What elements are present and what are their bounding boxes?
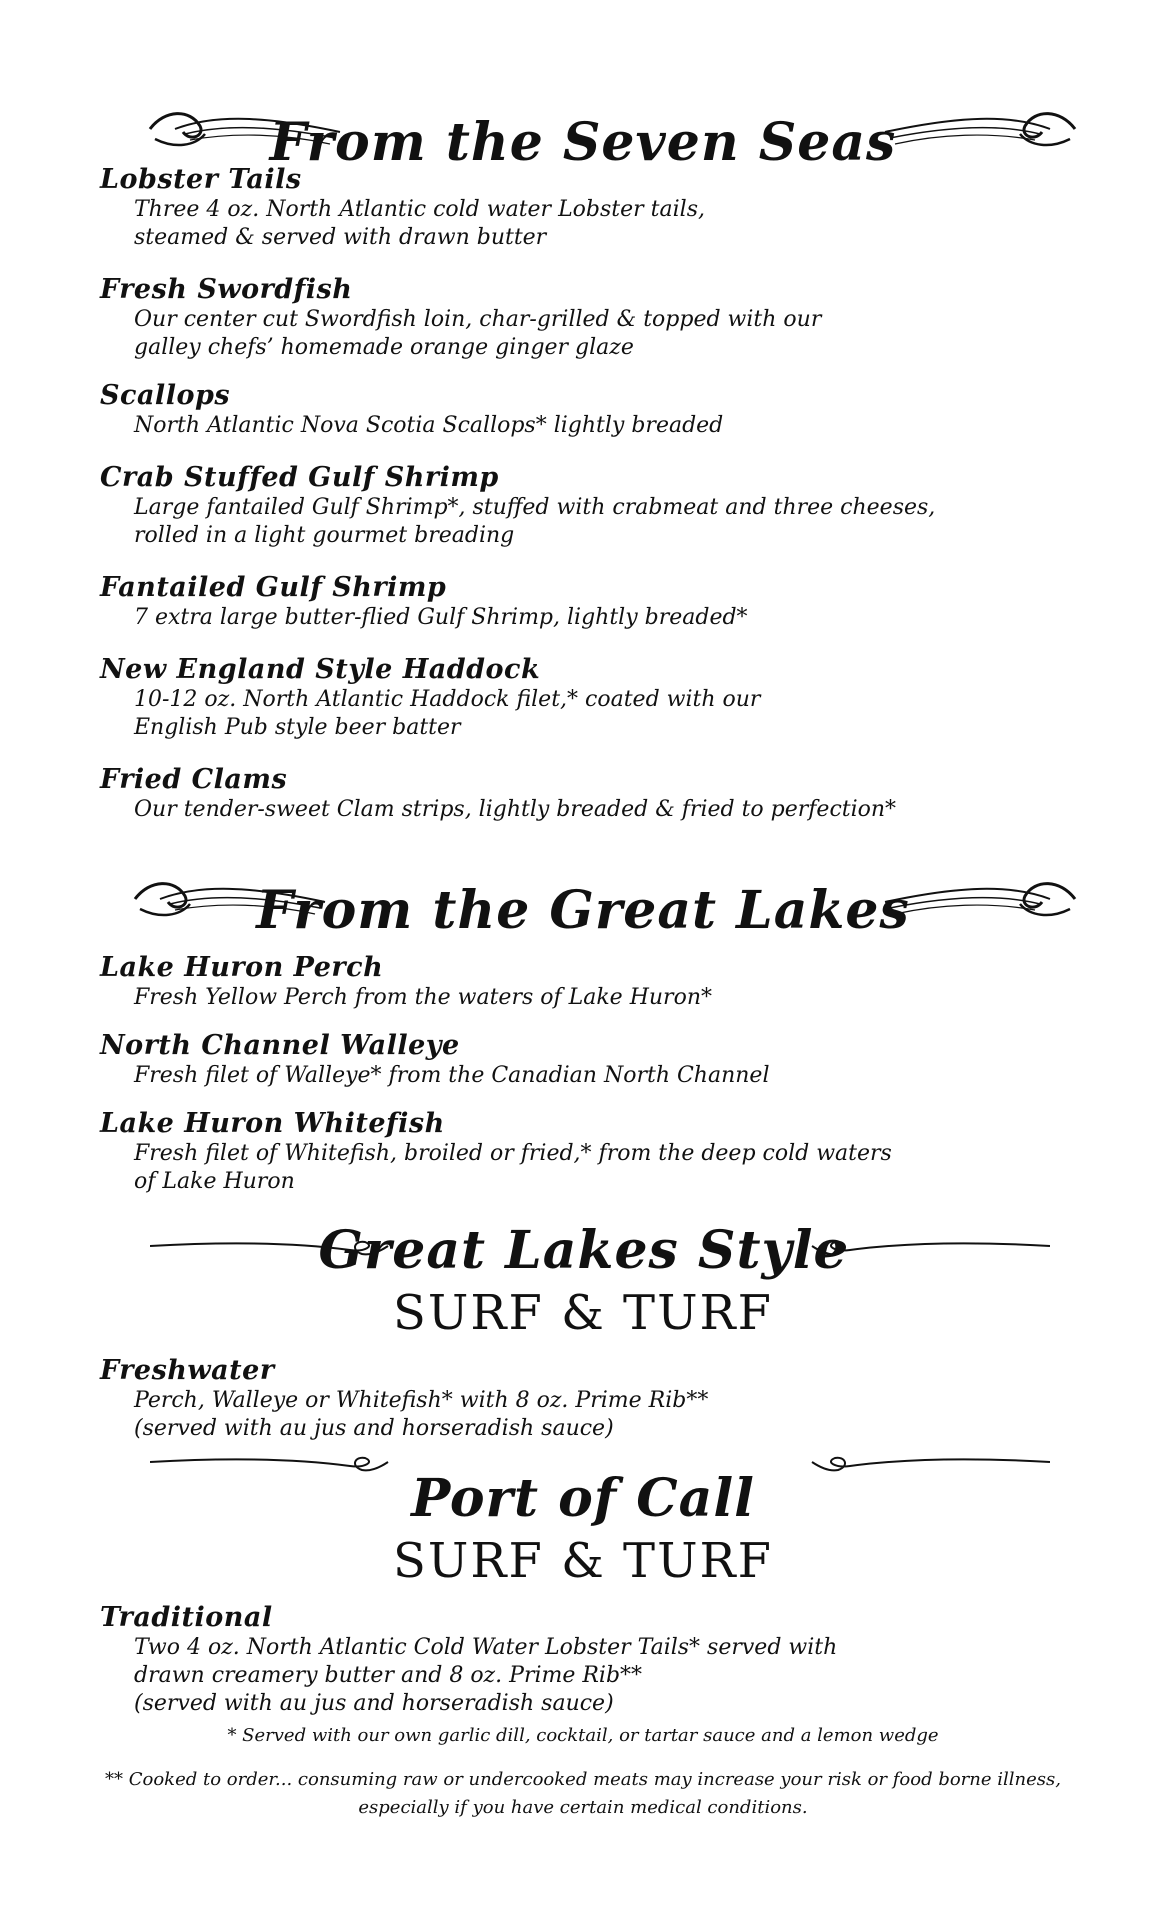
item-name: North Channel Walleye — [100, 1030, 460, 1061]
item-description: Perch, Walleye or Whitefish* with 8 oz. Prime Rib** (served with au jus and horseradish sauce) — [134, 1388, 709, 1441]
menu-item — [100, 380, 1100, 440]
menu-item — [100, 164, 1100, 252]
surf-and-turf-heading: SURF & TURF — [393, 1285, 773, 1341]
line-right-ornament — [810, 1232, 1050, 1262]
menu-item — [100, 654, 1100, 742]
item-name: Lake Huron Perch — [100, 952, 384, 983]
item-description: Fresh filet of Walleye* from the Canadian North Channel — [134, 1063, 770, 1088]
section-title-port-of-call: Port of Call — [411, 1468, 755, 1529]
menu-item — [100, 1602, 1100, 1718]
item-name: Scallops — [100, 380, 231, 411]
menu-item — [100, 1030, 1100, 1090]
surf-and-turf-heading: SURF & TURF — [393, 1533, 773, 1589]
item-name: New England Style Haddock — [100, 654, 541, 685]
item-description: 7 extra large butter-flied Gulf Shrimp, lightly breaded* — [134, 605, 748, 630]
menu-item — [100, 764, 1100, 824]
item-description: Large fantailed Gulf Shrimp*, stuffed with crabmeat and three cheeses, rolled in a light gourmet breading — [134, 495, 936, 548]
item-description: Our tender-sweet Clam strips, lightly breaded & fried to perfection* — [134, 797, 897, 822]
section-title-seven-seas: From the Seven Seas — [269, 112, 897, 173]
item-name: Crab Stuffed Gulf Shrimp — [100, 462, 499, 493]
footnote-double-asterisk: ** Cooked to order... consuming raw or undercooked meats may increase your risk or food borne illness, especially if you have certain medical conditions. — [105, 1769, 1061, 1818]
item-name: Lake Huron Whitefish — [100, 1108, 445, 1139]
section-header-port-of-call — [0, 1468, 1166, 1529]
menu-item — [100, 462, 1100, 550]
menu-item — [100, 1108, 1100, 1196]
item-description: Our center cut Swordfish loin, char-grilled & topped with our galley chefs’ homemade orange ginger glaze — [134, 307, 822, 360]
item-name: Fried Clams — [100, 764, 288, 795]
section-title-great-lakes: From the Great Lakes — [256, 880, 910, 941]
item-name: Fantailed Gulf Shrimp — [100, 572, 447, 603]
item-description: Fresh filet of Whitefish, broiled or fried,* from the deep cold waters of Lake Huron — [134, 1141, 892, 1194]
item-name: Fresh Swordfish — [100, 274, 353, 305]
menu-item — [100, 274, 1100, 362]
item-name: Lobster Tails — [100, 164, 302, 195]
item-description: North Atlantic Nova Scotia Scallops* lightly breaded — [134, 413, 724, 438]
item-name: Traditional — [100, 1602, 273, 1633]
menu-item — [100, 952, 1100, 1012]
swirl-right-ornament — [880, 104, 1080, 154]
footnote-single-asterisk: * Served with our own garlic dill, cocktail, or tartar sauce and a lemon wedge — [227, 1725, 939, 1746]
item-name: Freshwater — [100, 1355, 275, 1386]
item-description: 10-12 oz. North Atlantic Haddock filet,* coated with our English Pub style beer batter — [134, 687, 761, 740]
item-description: Three 4 oz. North Atlantic cold water Lobster tails, steamed & served with drawn butter — [134, 197, 705, 250]
section-title-great-lakes-style: Great Lakes Style — [318, 1220, 848, 1281]
menu-item — [100, 572, 1100, 632]
menu-item — [100, 1355, 1100, 1443]
item-description: Two 4 oz. North Atlantic Cold Water Lobster Tails* served with drawn creamery butter and 8 oz. Prime Rib** (served with au jus and horseradish sauce) — [134, 1635, 838, 1716]
swirl-right-ornament — [880, 874, 1080, 924]
item-description: Fresh Yellow Perch from the waters of Lake Huron* — [134, 985, 712, 1010]
